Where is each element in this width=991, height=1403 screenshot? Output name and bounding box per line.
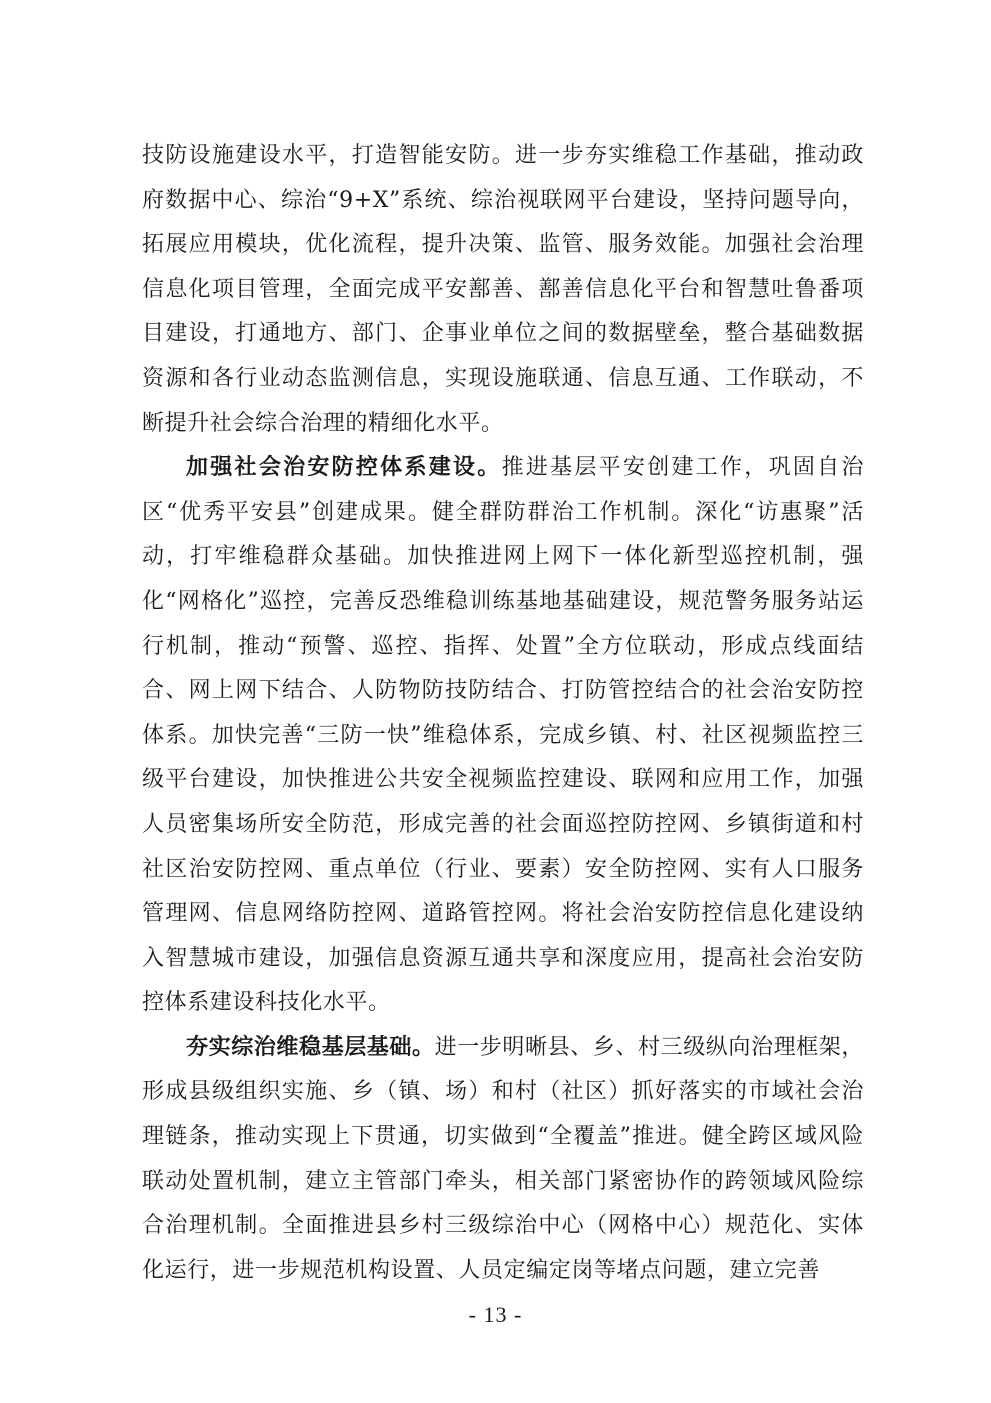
paragraph-2-heading: 加强社会治安防控体系建设。 <box>186 455 502 481</box>
paragraph-1 <box>142 134 864 446</box>
paragraph-3-text: 进一步明晰县、乡、村三级纵向治理框架，形成县级组织实施、乡（镇、场）和村（社区）抓好落实的市域社会治理链条，推动实现上下贯通，切实做到“全覆盖”推进。健全跨区域风险联动处置机制，建立主管部门牵头，相关部门紧密协作的跨领域风险综合治理机制。全面推进县乡村三级综治中心（网格中心）规范化、实体化运行，进一步规范机构设置、人员定编定岗等堵点问题，建立完善 <box>142 1034 865 1283</box>
paragraph-3 <box>142 1026 864 1294</box>
paragraph-2-text: 推进基层平安创建工作，巩固自治区“优秀平安县”创建成果。健全群防群治工作机制。深化“访惠聚”活动，打牢维稳群众基础。加快推进网上网下一体化新型巡控机制，强化“网格化”巡控，完善反恐维稳训练基地基础建设，规范警务服务站运行机制，推动“预警、巡控、指挥、处置”全方位联动，形成点线面结合、网上网下结合、人防物防技防结合、打防管控结合的社会治安防控体系。加快完善“三防一快”维稳体系，完成乡镇、村、社区视频监控三级平台建设，加快推进公共安全视频监控建设、联网和应用工作，加强人员密集场所安全防范，形成完善的社会面巡控防控网、乡镇街道和村社区治安防控网、重点单位（行业、要素）安全防控网、实有人口服务管理网、信息网络防控网、道路管控网。将社会治安防控信息化建设纳入智慧城市建设，加强信息资源互通共享和深度应用，提高社会治安防控体系建设科技化水平。 <box>142 455 864 1016</box>
paragraph-2 <box>142 446 864 1026</box>
body-text <box>142 134 864 1293</box>
page-number: - 13 - <box>468 1302 523 1327</box>
paragraph-1-text: 技防设施建设水平，打造智能安防。进一步夯实维稳工作基础，推动政府数据中心、综治“9+X”系统、综治视联网平台建设，坚持问题导向，拓展应用模块，优化流程，提升决策、监管、服务效能。加强社会治理信息化项目管理，全面完成平安鄯善、鄯善信息化平台和智慧吐鲁番项目建设，打通地方、部门、企事业单位之间的数据壁垒，整合基础数据资源和各行业动态监测信息，实现设施联通、信息互通、工作联动，不断提升社会综合治理的精细化水平。 <box>142 143 864 436</box>
paragraph-3-heading: 夯实综治维稳基层基础。 <box>186 1034 435 1060</box>
